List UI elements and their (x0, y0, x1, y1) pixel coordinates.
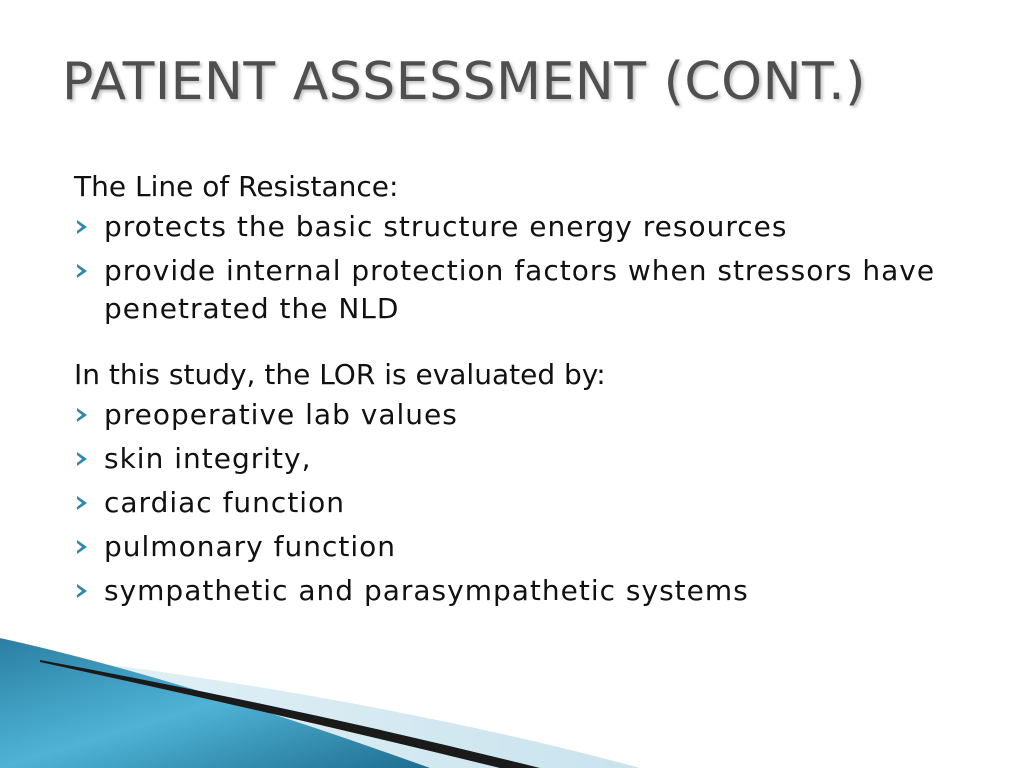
arrowhead-bullet-icon (77, 264, 87, 278)
arrowhead-bullet-icon (77, 220, 87, 234)
bullet-list-lor-evaluation (74, 396, 974, 610)
arrowhead-bullet-icon (77, 408, 87, 422)
bullet-text: skin integrity, (104, 442, 312, 475)
bullet-text: sympathetic and parasympathetic systems (104, 574, 749, 607)
arrowhead-bullet-icon (77, 540, 87, 554)
bullet-item (74, 252, 974, 328)
bullet-item (74, 484, 974, 522)
section-heading-line-of-resistance: The Line of Resistance: (74, 170, 399, 203)
bullet-text: cardiac function (104, 486, 345, 519)
slide-title: PATIENT ASSESSMENT (CONT.) (62, 52, 866, 112)
bullet-text: provide internal protection factors when stressors have penetrated the NLD (104, 254, 936, 325)
bullet-item (74, 528, 974, 566)
bullet-item (74, 440, 974, 478)
bullet-text: pulmonary function (104, 530, 396, 563)
bullet-item (74, 572, 974, 610)
section-heading-lor-evaluation: In this study, the LOR is evaluated by: (74, 358, 606, 391)
arrowhead-bullet-icon (77, 584, 87, 598)
wave-blue-band (0, 638, 430, 768)
arrowhead-bullet-icon (77, 452, 87, 466)
bullet-list-line-of-resistance (74, 208, 974, 328)
bullet-text: protects the basic structure energy resources (104, 210, 788, 243)
bullet-item (74, 396, 974, 434)
slide-content (74, 166, 974, 616)
bullet-item (74, 208, 974, 246)
bullet-text: preoperative lab values (104, 398, 458, 431)
decorative-wave-graphic (0, 638, 1024, 768)
arrowhead-bullet-icon (77, 496, 87, 510)
